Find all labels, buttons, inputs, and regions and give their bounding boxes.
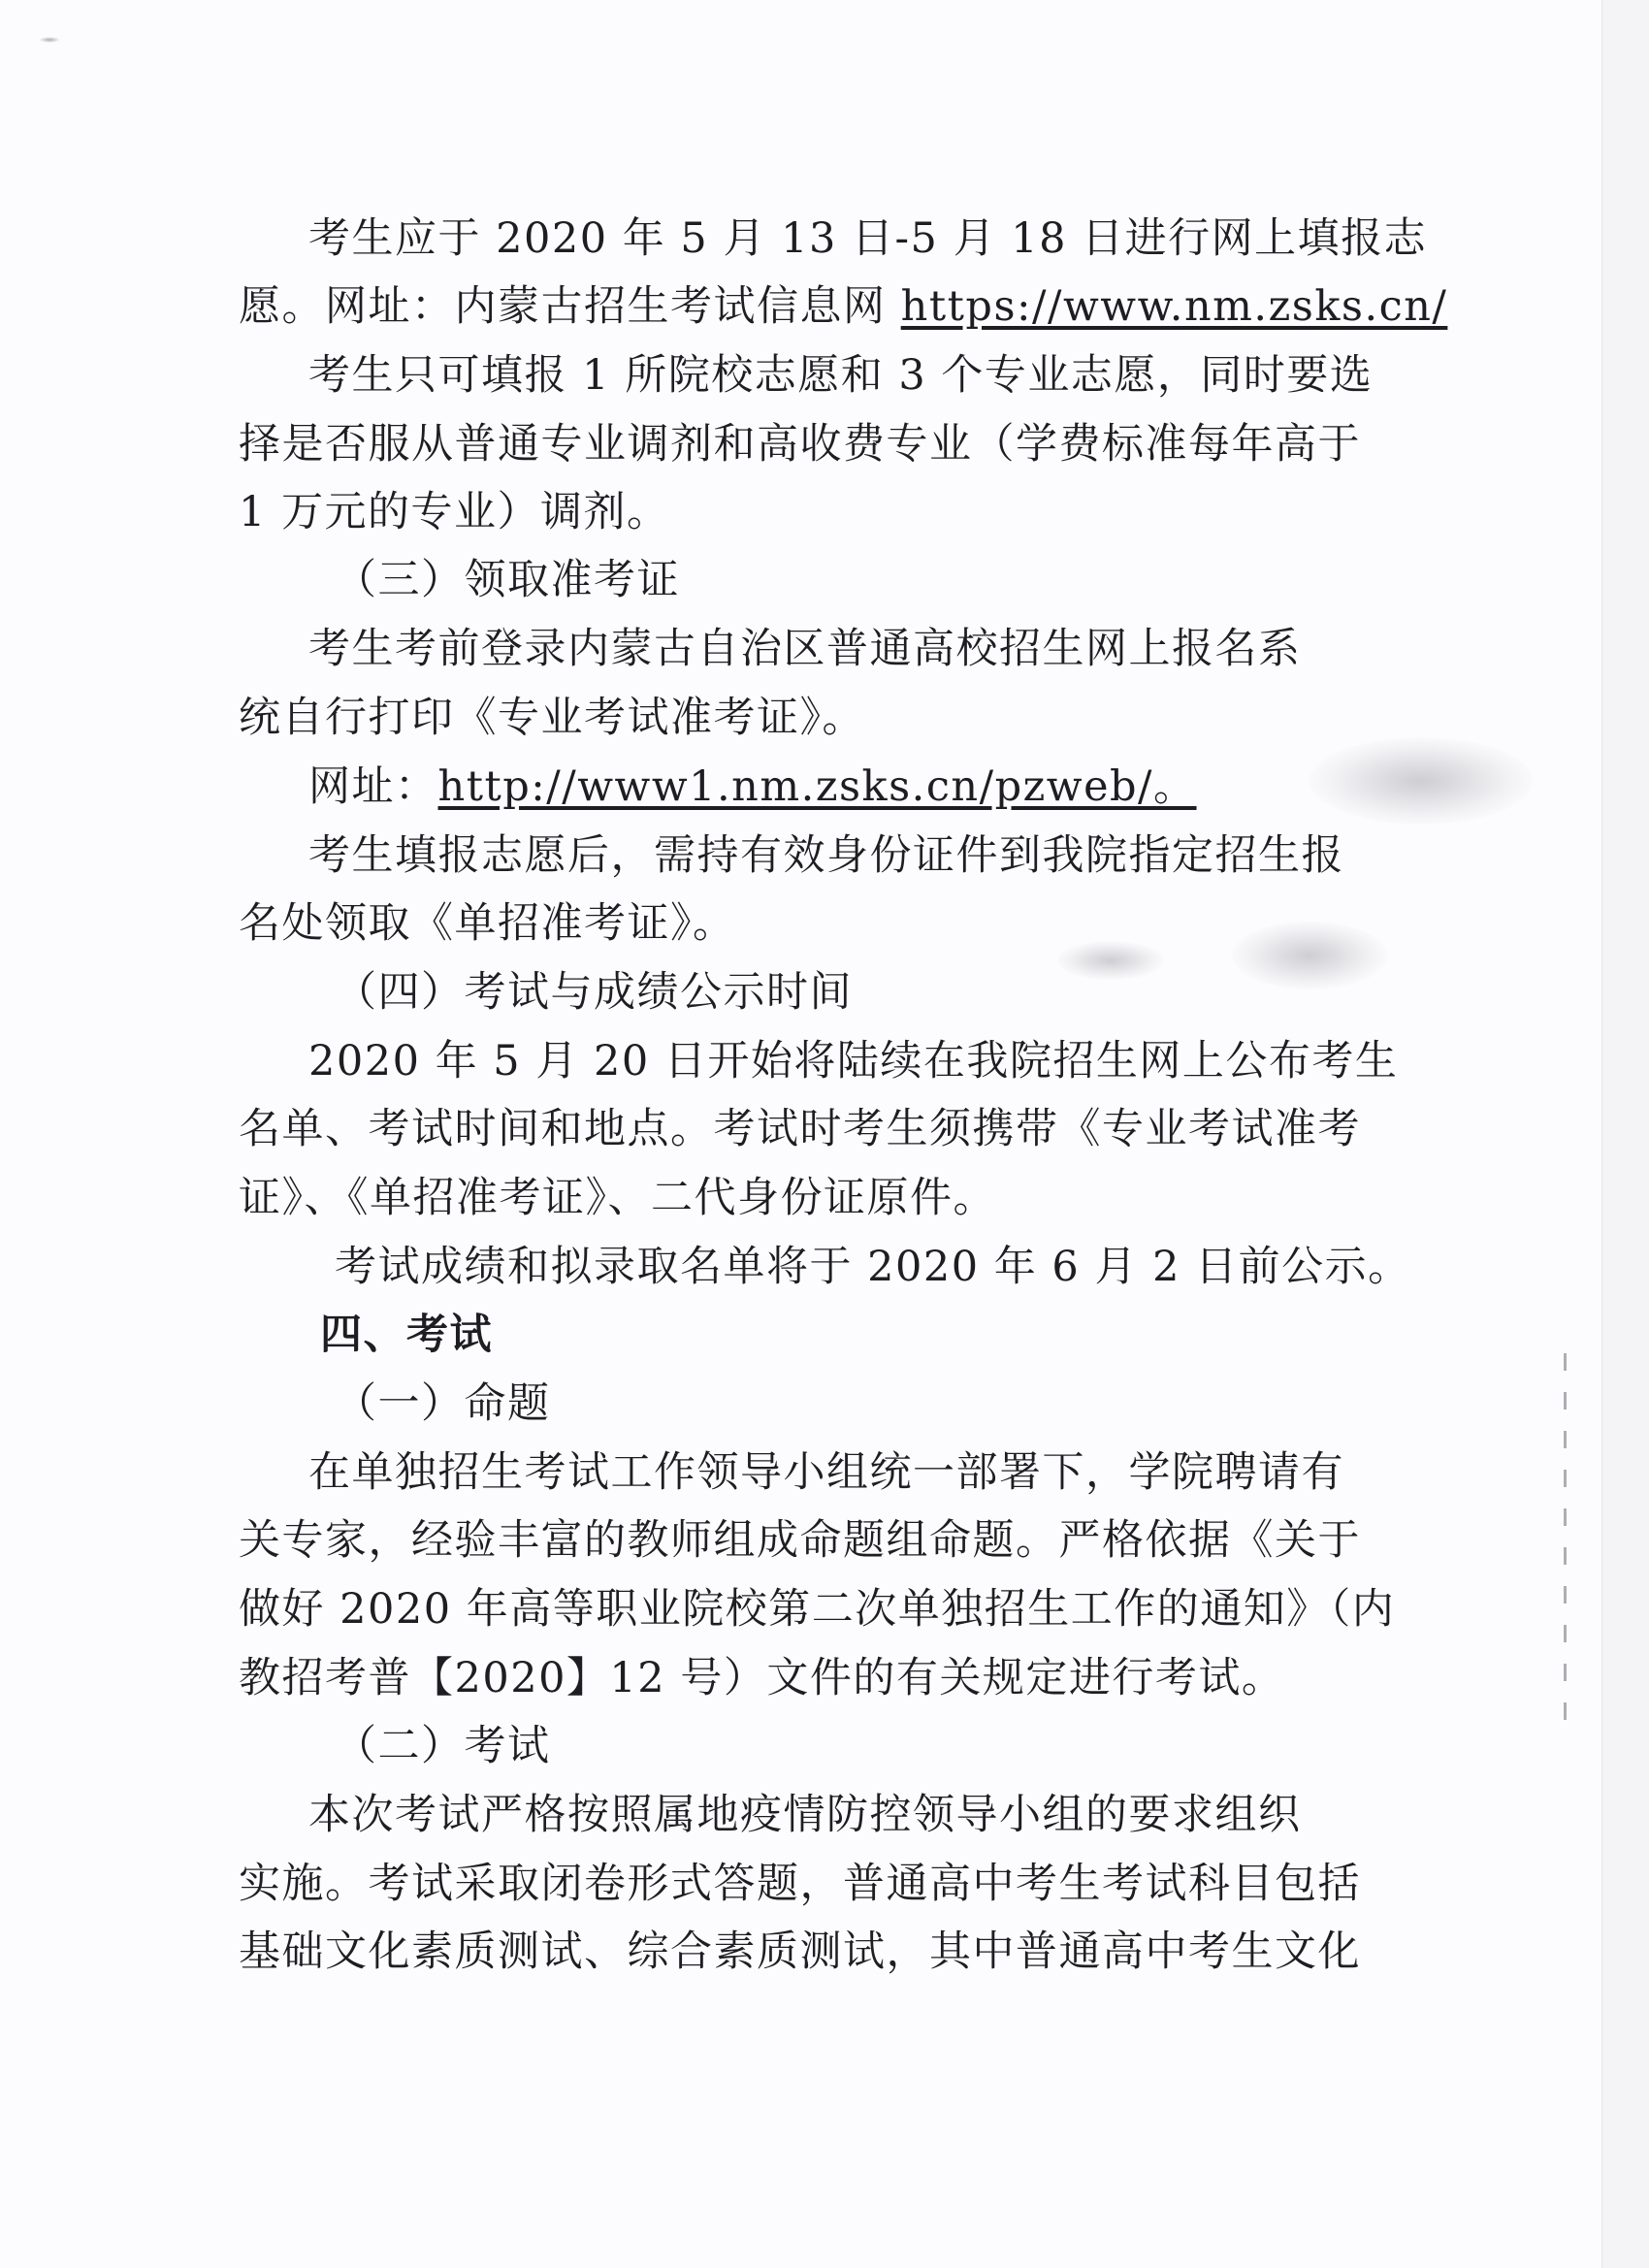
body-paragraph-line: 考试成绩和拟录取名单将于 2020 年 6 月 2 日前公示。 — [335, 1243, 1411, 1291]
body-paragraph-line: 考生考前登录内蒙古自治区普通高校招生网上报名系 — [308, 625, 1302, 673]
body-paragraph-line: 考生应于 2020 年 5 月 13 日-5 月 18 日进行网上填报志 — [308, 214, 1428, 263]
body-paragraph-line: 在单独招生考试工作领导小组统一部署下，学院聘请有 — [308, 1448, 1344, 1497]
body-paragraph-line: 基础文化素质测试、综合素质测试，其中普通高中考生文化 — [239, 1928, 1361, 1976]
scan-smudge — [1310, 737, 1533, 825]
url-label: 网址： — [308, 762, 438, 811]
url-label: 愿。网址：内蒙古招生考试信息网 — [239, 282, 901, 331]
body-paragraph-line: 证》、《单招准考证》、二代身份证原件。 — [239, 1174, 996, 1222]
scan-smudge — [1057, 941, 1164, 980]
body-paragraph-line — [239, 277, 1447, 336]
scan-edge-mark — [1564, 1353, 1567, 1741]
body-paragraph-line: 择是否服从普通专业调剂和高收费专业（学费标准每年高于 — [239, 420, 1361, 469]
body-paragraph-line: 1 万元的专业）调剂。 — [239, 488, 670, 536]
subsection-heading: （四）考试与成绩公示时间 — [335, 968, 853, 1017]
subsection-heading: （一）命题 — [335, 1379, 551, 1428]
body-paragraph-line: 考生只可填报 1 所院校志愿和 3 个专业志愿，同时要选 — [308, 351, 1374, 400]
admission-ticket-link[interactable]: http://www1.nm.zsks.cn/pzweb/。 — [437, 762, 1197, 811]
body-paragraph-line: 教招考普【2020】12 号）文件的有关规定进行考试。 — [239, 1654, 1285, 1702]
body-paragraph-line: 实施。考试采取闭卷形式答题，普通高中考生考试科目包括 — [239, 1860, 1361, 1908]
body-paragraph-line: 做好 2020 年高等职业院校第二次单独招生工作的通知》（内 — [239, 1585, 1396, 1634]
body-paragraph-line: 名单、考试时间和地点。考试时考生须携带《专业考试准考 — [239, 1105, 1361, 1153]
exam-info-website-link[interactable]: https://www.nm.zsks.cn/ — [900, 282, 1448, 331]
subsection-heading: （三）领取准考证 — [335, 556, 680, 604]
scan-speck — [39, 37, 60, 43]
body-paragraph-line: 名处领取《单招准考证》。 — [239, 899, 736, 948]
section-heading: 四、考试 — [320, 1311, 493, 1359]
body-paragraph-line: 本次考试严格按照属地疫情防控领导小组的要求组织 — [308, 1791, 1302, 1839]
body-paragraph-line — [308, 758, 1197, 816]
scanner-margin — [1601, 0, 1649, 2268]
body-paragraph-line: 关专家，经验丰富的教师组成命题组命题。严格依据《关于 — [239, 1516, 1361, 1565]
body-paragraph-line: 考生填报志愿后，需持有效身份证件到我院指定招生报 — [308, 831, 1344, 880]
body-paragraph-line: 2020 年 5 月 20 日开始将陆续在我院招生网上公布考生 — [308, 1037, 1399, 1085]
subsection-heading: （二）考试 — [335, 1722, 551, 1770]
body-paragraph-line: 统自行打印《专业考试准考证》。 — [239, 694, 865, 742]
scan-smudge — [1232, 922, 1387, 989]
